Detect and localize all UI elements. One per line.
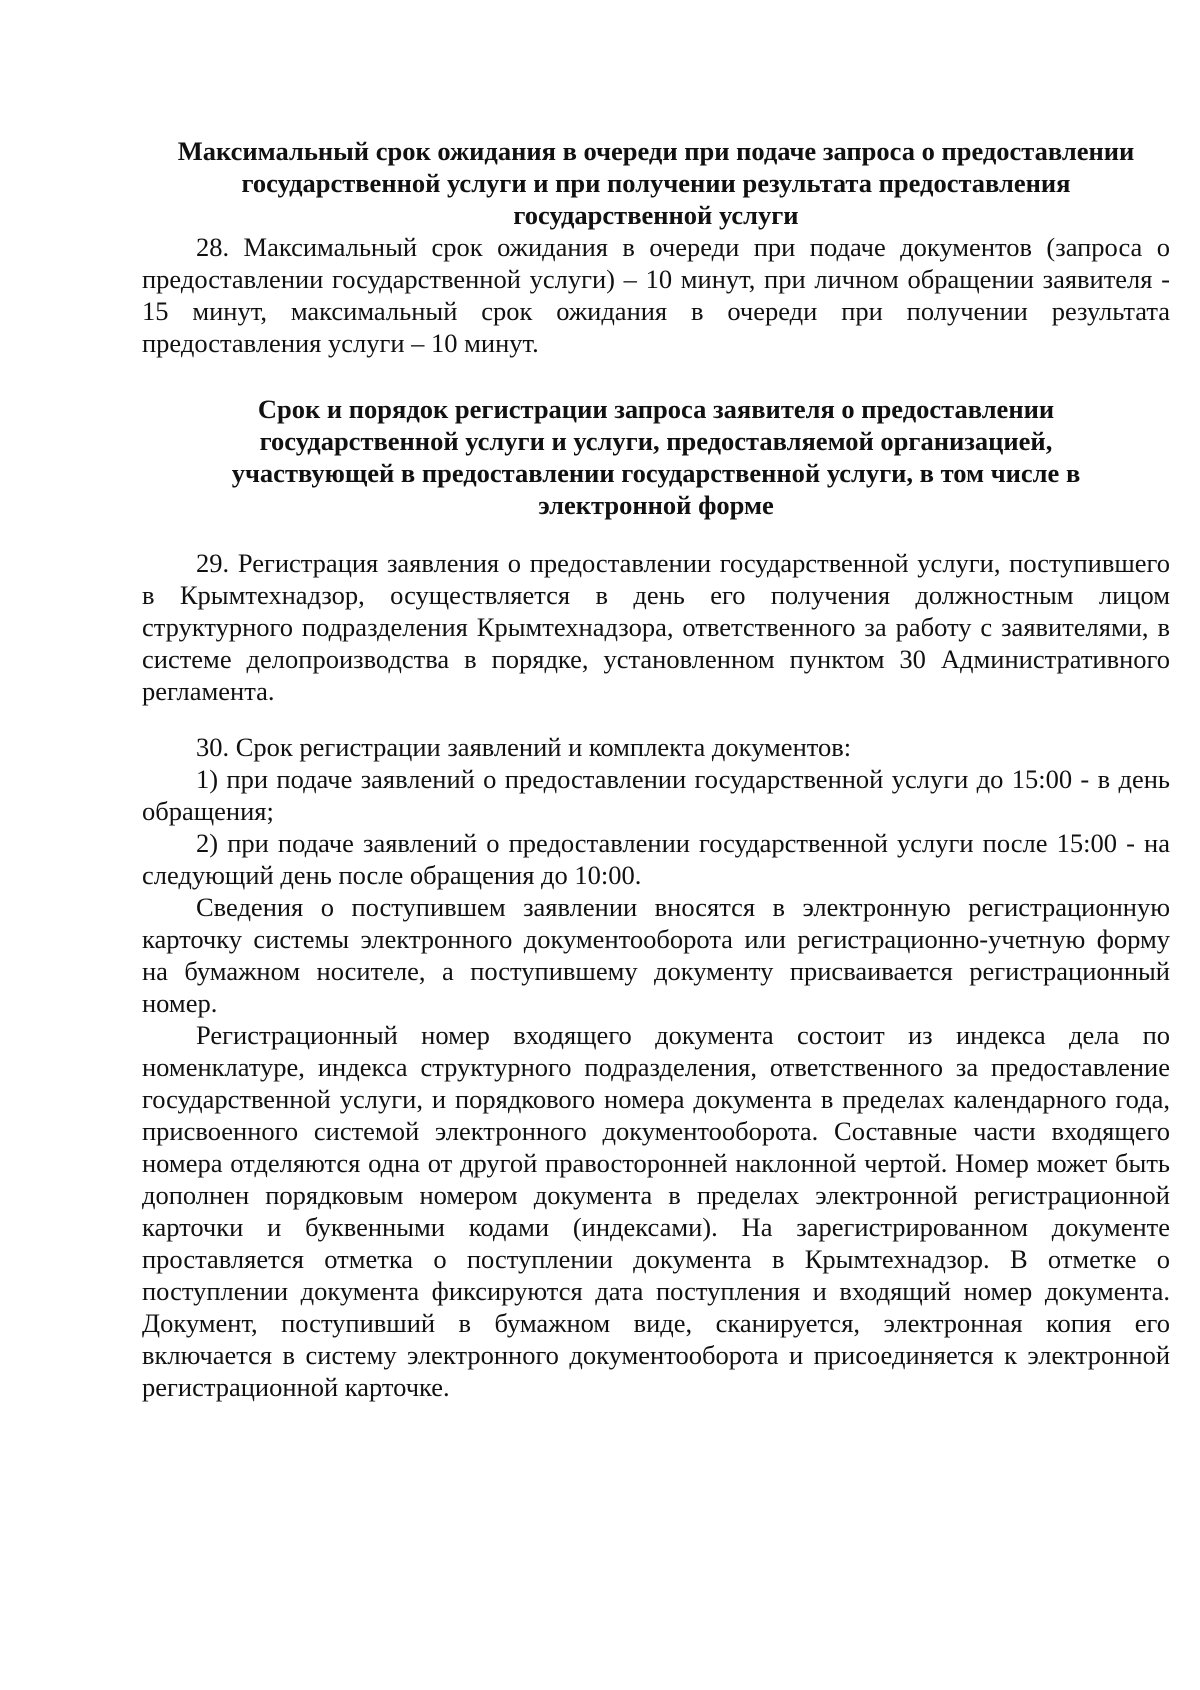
heading-line: Максимальный срок ожидания в очереди при подаче запроса о предоставлении (177, 136, 1135, 166)
paragraph-registration-info: Сведения о поступившем заявлении вносятся в электронную регистрационную карточку системы электронного документооборота или регистрационно-учетную форму на бумажном носителе, а поступившему документу присваивается регистрационный номер. (142, 892, 1170, 1018)
paragraph-registration-number: Регистрационный номер входящего документа состоит из индекса дела по номенклатуре, индекса структурного подразделения, ответственного за предоставление государственной услуги, и порядкового номера документа в пределах календарного года, присвоенного системой электронного документооборота. Составные части входящего номера отделяются одна от другой правосторонней наклонной чертой. Номер может быть дополнен порядковым номером документа в пределах электронной регистрационной карточки и буквенными кодами (индексами). На зарегистрированном документе проставляется отметка о поступлении документа в Крымтехнадзор. В отметке о поступлении документа фиксируются дата поступления и входящий номер документа. Документ, поступивший в бумажном виде, сканируется, электронная копия его включается в систему электронного документооборота и присоединяется к электронной регистрационной карточке. (142, 1020, 1170, 1402)
paragraph-29: 29. Регистрация заявления о предоставлении государственной услуги, поступившего в Крымтехнадзор, осуществляется в день его получения должностным лицом структурного подразделения Крымтехнадзора, ответственного за работу с заявителями, в системе делопроизводства в порядке, установленном пунктом 30 Административного регламента. (142, 548, 1170, 706)
document-body (142, 135, 1170, 1403)
heading-line: государственной услуги и услуги, предоставляемой организацией, (259, 426, 1053, 456)
section-heading-waiting-time (142, 135, 1170, 231)
heading-line: Срок и порядок регистрации запроса заявителя о предоставлении (257, 394, 1055, 424)
section-heading-registration (142, 393, 1170, 521)
heading-line: государственной услуги и при получении результата предоставления (241, 168, 1071, 198)
heading-line: государственной услуги (513, 200, 799, 230)
heading-line: участвующей в предоставлении государственной услуги, в том числе в (231, 458, 1081, 488)
paragraph-28: 28. Максимальный срок ожидания в очереди при подаче документов (запроса о предоставлении государственной услуги) – 10 минут, при личном обращении заявителя - 15 минут, максимальный срок ожидания в очереди при получении результата предоставления услуги – 10 минут. (142, 232, 1170, 358)
paragraph-30-item-2: 2) при подаче заявлений о предоставлении государственной услуги после 15:00 - на следующий день после обращения до 10:00. (142, 828, 1170, 890)
heading-line: электронной форме (538, 490, 774, 520)
paragraph-30-item-1: 1) при подаче заявлений о предоставлении государственной услуги до 15:00 - в день обращения; (142, 764, 1170, 826)
paragraph-30: 30. Срок регистрации заявлений и комплекта документов: (196, 732, 852, 762)
